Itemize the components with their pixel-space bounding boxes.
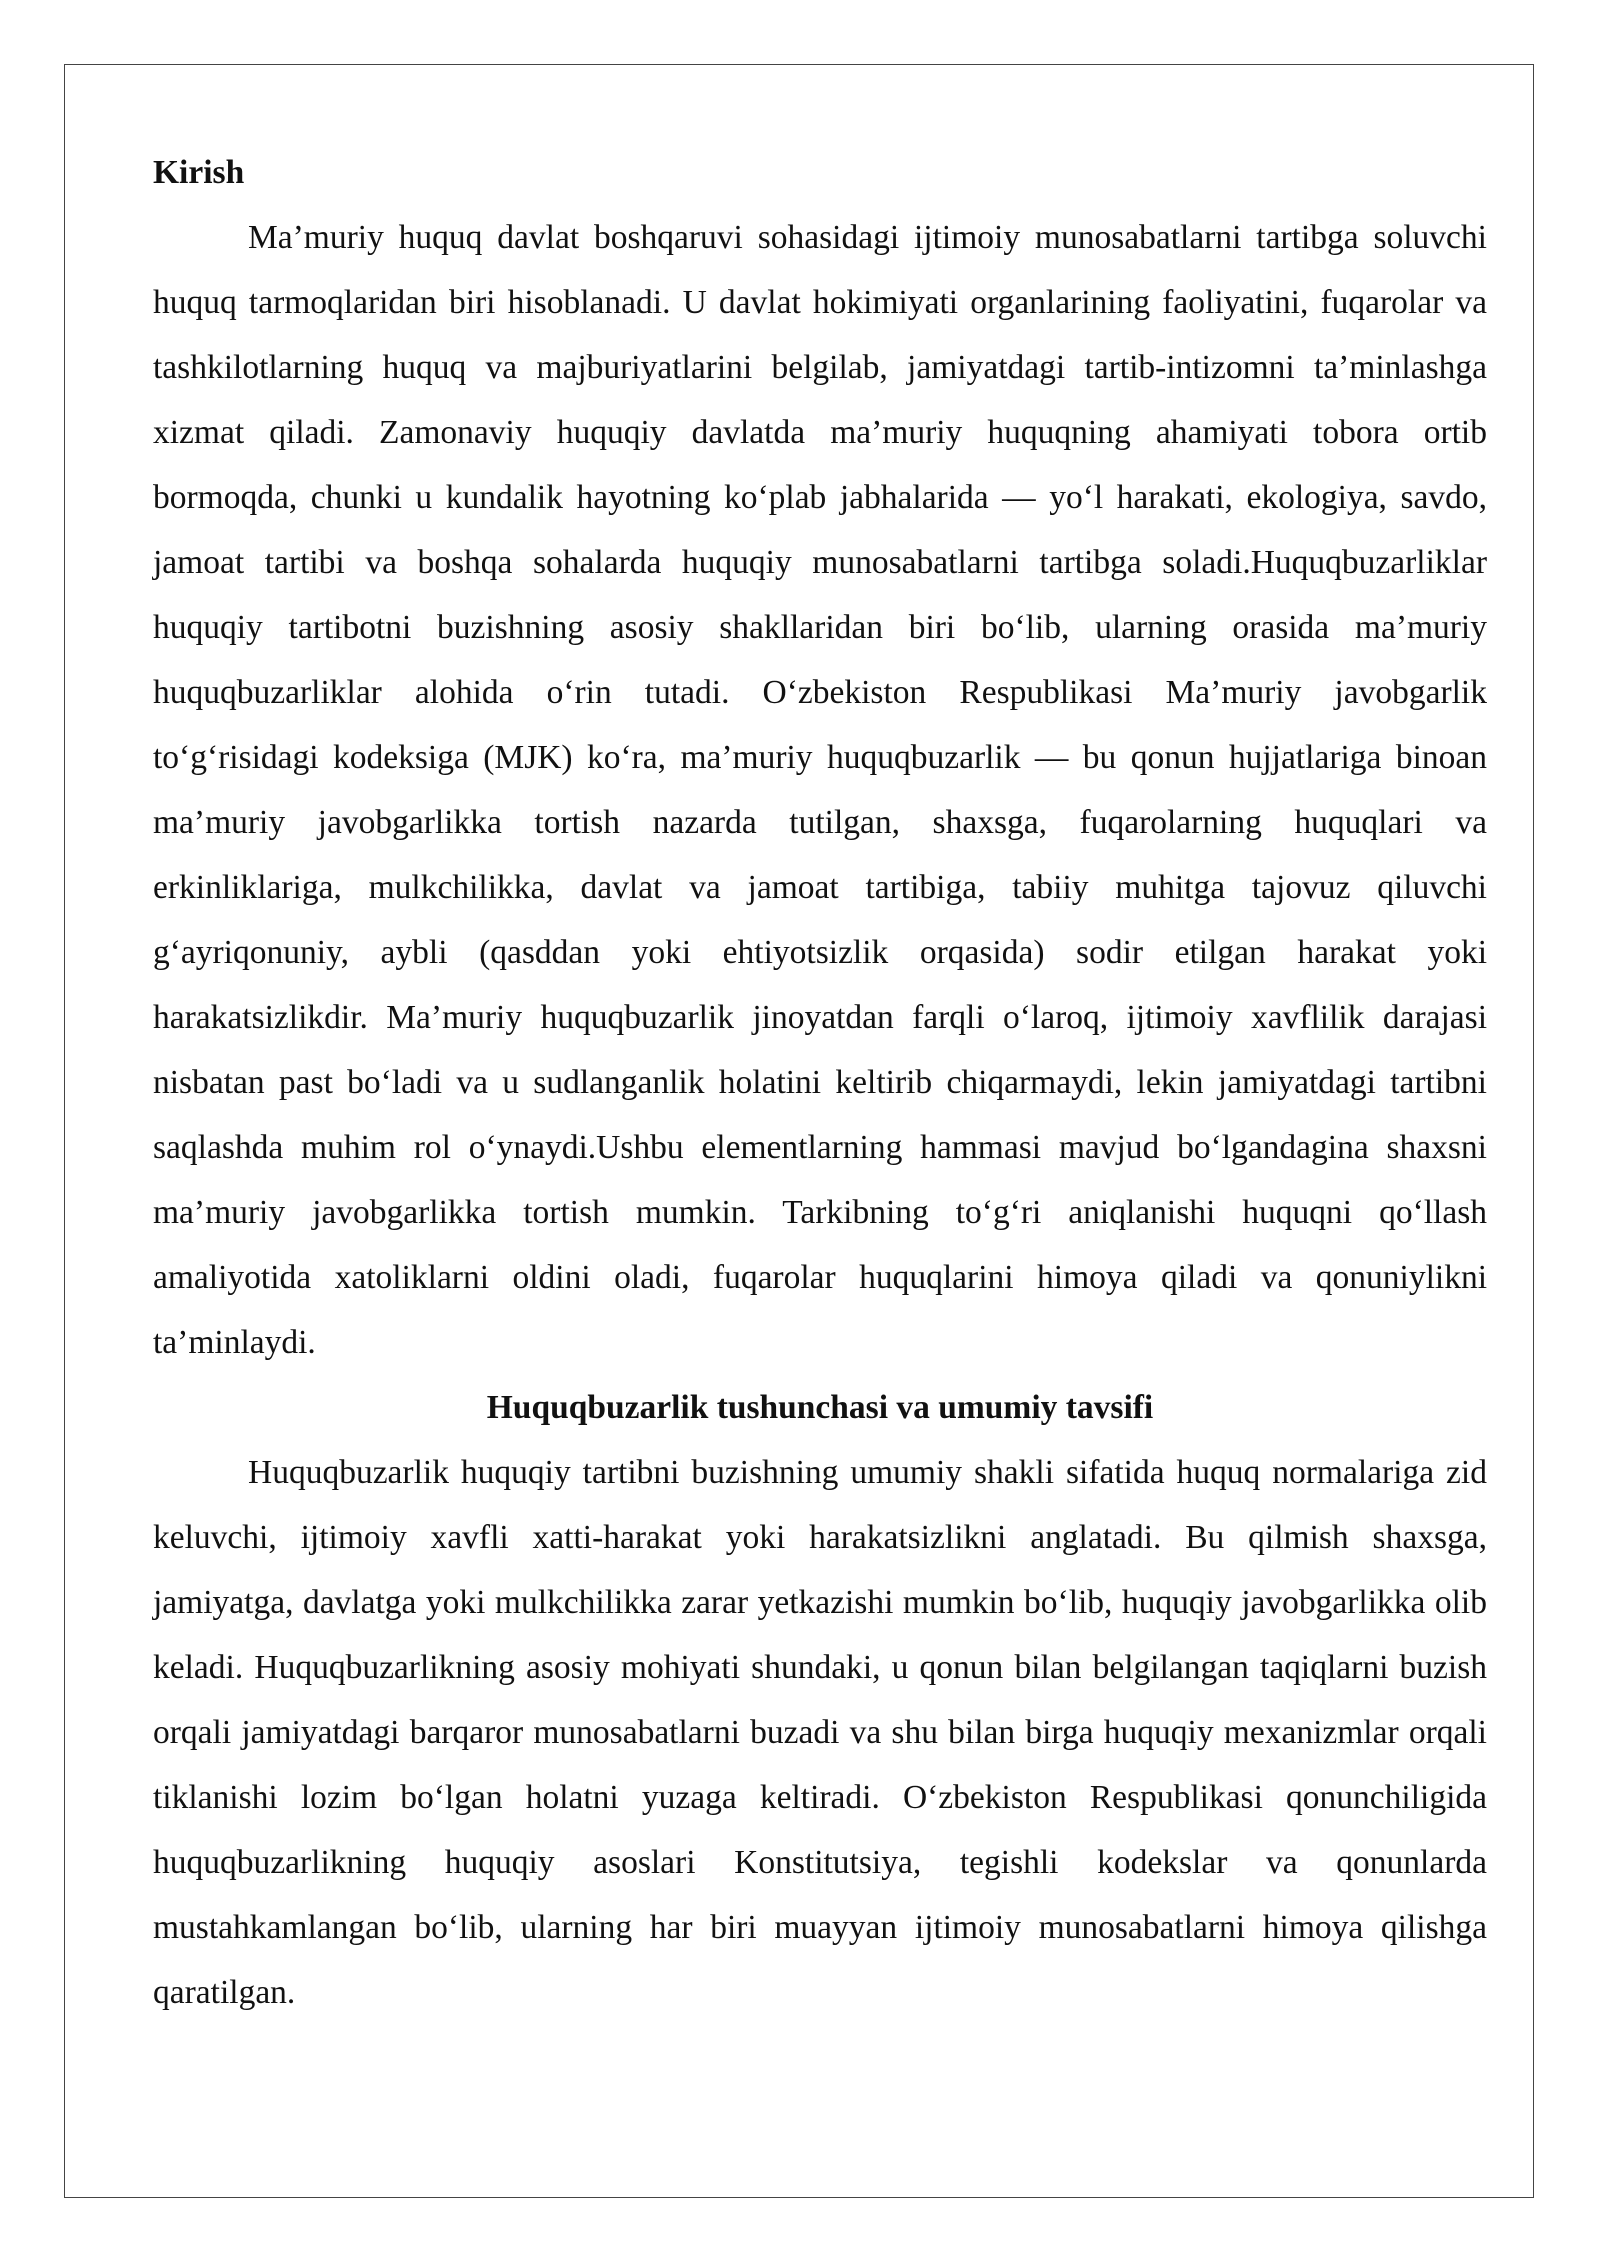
document-body xyxy=(153,140,1487,2025)
section-heading: Huquqbuzarlik tushunchasi va umumiy tavsifi xyxy=(486,1389,1154,1426)
intro-heading: Kirish xyxy=(153,154,245,191)
section-paragraph: Huquqbuzarlik huquqiy tartibni buzishning umumiy shakli sifatida huquq normalariga zid keluvchi, ijtimoiy xavfli xatti-harakat yoki harakatsizlikni anglatadi. Bu qilmish shaxsga, jamiyatga, davlatga yoki mulkchilikka zarar yetkazishi mumkin bo‘lib, huquqiy javobgarlikka olib keladi. Huquqbuzarlikning asosiy mohiyati shundaki, u qonun bilan belgilangan taqiqlarni buzish orqali jamiyatdagi barqaror munosabatlarni buzadi va shu bilan birga huquqiy mexanizmlar orqali tiklanishi lozim bo‘lgan holatni yuzaga keltiradi. O‘zbekiston Respublikasi qonunchiligida huquqbuzarlikning huquqiy asoslari Konstitutsiya, tegishli kodekslar va qonunlarda mustahkamlangan bo‘lib, ularning har biri muayyan ijtimoiy munosabatlarni himoya qilishga qaratilgan. xyxy=(153,1454,1487,2011)
intro-paragraph: Ma’muriy huquq davlat boshqaruvi sohasidagi ijtimoiy munosabatlarni tartibga soluvchi huquq tarmoqlaridan biri hisoblanadi. U davlat hokimiyati organlarining faoliyatini, fuqarolar va tashkilotlarning huquq va majburiyatlarini belgilab, jamiyatdagi tartib-intizomni ta’minlashga xizmat qiladi. Zamonaviy huquqiy davlatda ma’muriy huquqning ahamiyati tobora ortib bormoqda, chunki u kundalik hayotning ko‘plab jabhalarida — yo‘l harakati, ekologiya, savdo, jamoat tartibi va boshqa sohalarda huquqiy munosabatlarni tartibga soladi.Huquqbuzarliklar huquqiy tartibotni buzishning asosiy shakllaridan biri bo‘lib, ularning orasida ma’muriy huquqbuzarliklar alohida o‘rin tutadi. O‘zbekiston Respublikasi Ma’muriy javobgarlik to‘g‘risidagi kodeksiga (MJK) ko‘ra, ma’muriy huquqbuzarlik — bu qonun hujjatlariga binoan ma’muriy javobgarlikka tortish nazarda tutilgan, shaxsga, fuqarolarning huquqlari va erkinliklariga, mulkchilikka, davlat va jamoat tartibiga, tabiiy muhitga tajovuz qiluvchi g‘ayriqonuniy, aybli (qasddan yoki ehtiyotsizlik orqasida) sodir etilgan harakat yoki harakatsizlikdir. Ma’muriy huquqbuzarlik jinoyatdan farqli o‘laroq, ijtimoiy xavflilik darajasi nisbatan past bo‘ladi va u sudlanganlik holatini keltirib chiqarmaydi, lekin jamiyatdagi tartibni saqlashda muhim rol o‘ynaydi.Ushbu elementlarning hammasi mavjud bo‘lgandagina shaxsni ma’muriy javobgarlikka tortish mumkin. Tarkibning to‘g‘ri aniqlanishi huquqni qo‘llash amaliyotida xatoliklarni oldini oladi, fuqarolar huquqlarini himoya qiladi va qonuniylikni ta’minlaydi. xyxy=(153,219,1487,1361)
